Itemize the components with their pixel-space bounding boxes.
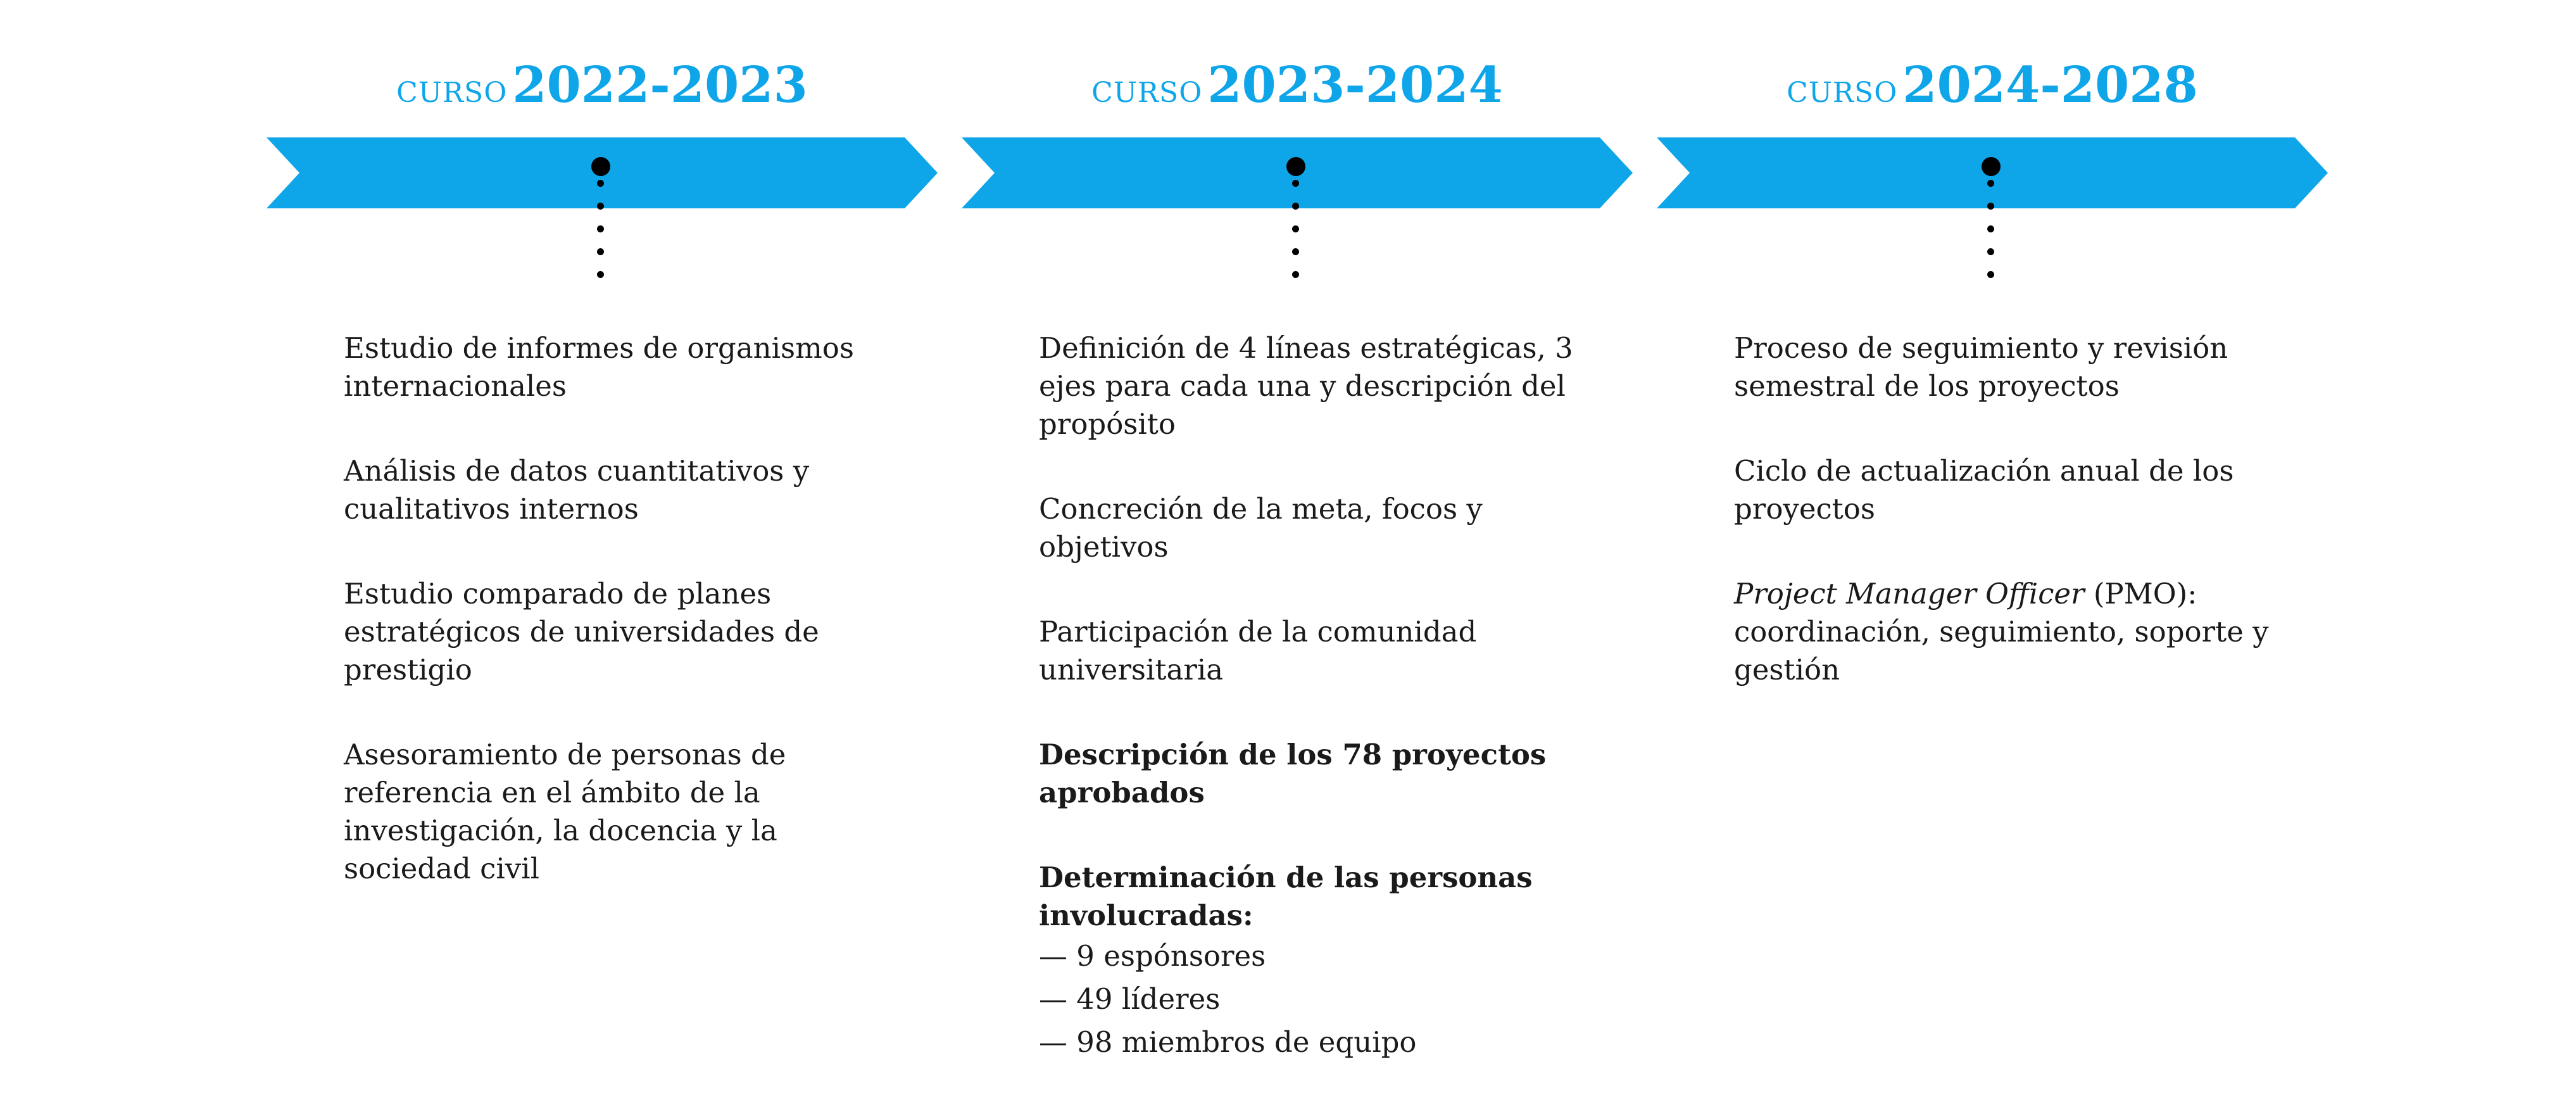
timeline-stage-2024-2028 [1657, 0, 2328, 1119]
list-item: Asesoramiento de personas de referencia en el ámbito de la investigación, la docencia y la sociedad civil [344, 738, 786, 885]
stage-items [1734, 329, 2291, 736]
stage-year: 2023-2024 [1207, 56, 1503, 114]
dotted-connector [1292, 180, 1300, 307]
people-list-item: — 49 líderes [1039, 982, 1221, 1016]
stage-year: 2022-2023 [512, 56, 808, 114]
people-block [1039, 859, 1596, 1064]
stage-title [1657, 56, 2328, 114]
stage-prefix: CURSO [1787, 77, 1898, 109]
stage-prefix: CURSO [1091, 77, 1203, 109]
people-list-item: — 98 miembros de equipo [1039, 1025, 1417, 1059]
list-item: Estudio comparado de planes estratégicos de universidades de prestigio [344, 577, 819, 686]
timeline-marker-dot [591, 157, 610, 176]
list-item: Concreción de la meta, focos y objetivos [1039, 492, 1483, 564]
people-list-item: — 9 espónsores [1039, 939, 1266, 973]
timeline-marker-dot [1982, 157, 2001, 176]
timeline-marker-dot [1286, 157, 1305, 176]
timeline-stage-2023-2024 [962, 0, 1633, 1119]
list-item: Proceso de seguimiento y revisión semestral de los proyectos [1734, 331, 2228, 403]
stage-title [267, 56, 938, 114]
stage-title [962, 56, 1633, 114]
list-item-pmo [1734, 575, 2291, 689]
list-item: Participación de la comunidad universitaria [1039, 615, 1477, 686]
list-item: Análisis de datos cuantitativos y cualitativos internos [344, 454, 810, 526]
dotted-connector [597, 180, 605, 307]
stage-year: 2024-2028 [1902, 56, 2198, 114]
stage-items [1039, 329, 1596, 1111]
dotted-connector [1987, 180, 1995, 307]
timeline-stage-2022-2023 [267, 0, 938, 1119]
list-item: Estudio de informes de organismos internacionales [344, 331, 854, 403]
pmo-text: (PMO): coordinación, seguimiento, soporte y gestión [1734, 577, 2269, 686]
stage-items [344, 329, 901, 935]
list-item: Definición de 4 líneas estratégicas, 3 ejes para cada una y descripción del propósito [1039, 331, 1573, 441]
people-list [1039, 935, 1596, 1064]
people-heading: Determinación de las personas involucradas: [1039, 861, 1533, 932]
stage-prefix: CURSO [396, 77, 508, 109]
pmo-italic-text: Project Manager Officer [1734, 577, 2085, 610]
list-item-bold: Descripción de los 78 proyectos aprobados [1039, 738, 1547, 809]
list-item: Ciclo de actualización anual de los proyectos [1734, 454, 2234, 526]
